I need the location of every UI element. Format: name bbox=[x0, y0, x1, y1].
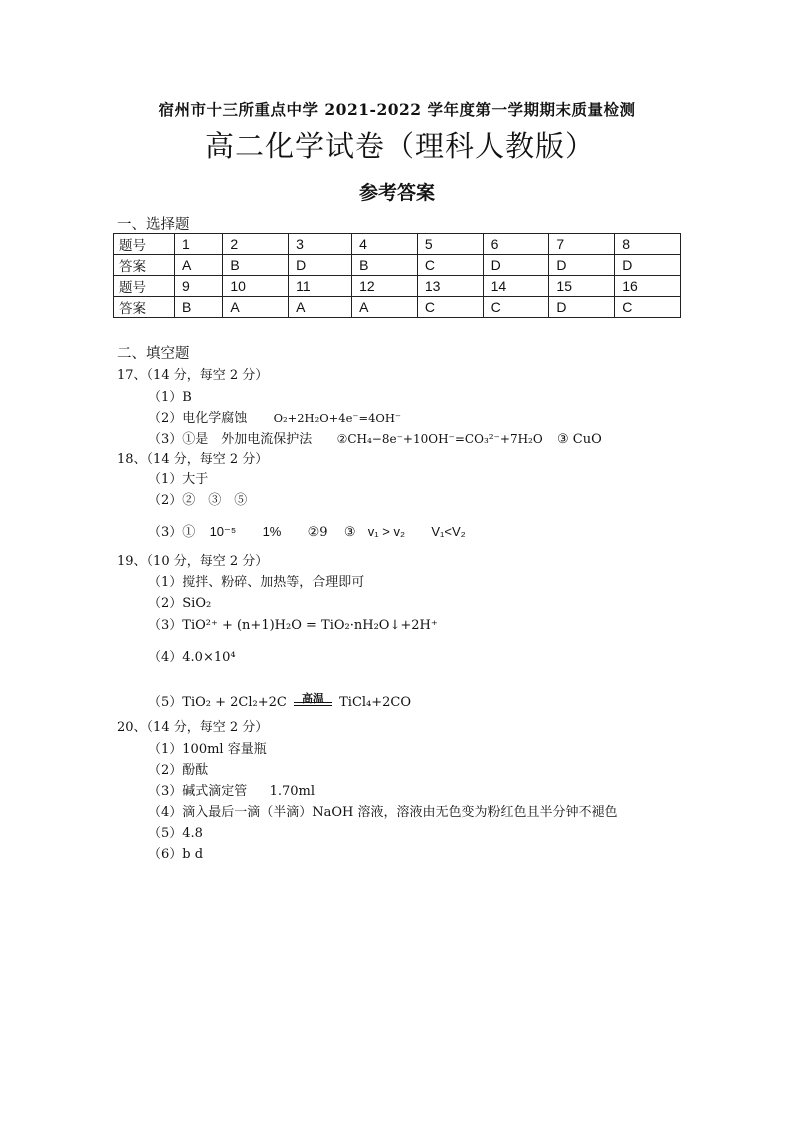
q17-answer-3 bbox=[148, 428, 602, 447]
q19-answer-2: （2）SiO₂ bbox=[148, 596, 212, 611]
q17-answer-2-equation: O₂+2H₂O+4e⁻=4OH⁻ bbox=[273, 411, 401, 425]
answer-table-cell: B bbox=[175, 297, 223, 318]
q18-answer-1: （1）大于 bbox=[148, 472, 209, 487]
q18-answer-3-value2: 1% bbox=[262, 524, 282, 539]
school-exam-line: 宿州市十三所重点中学 2021-2022 学年度第一学期期末质量检测 bbox=[158, 100, 636, 119]
q18-answer-3-label: （3）① bbox=[148, 525, 196, 540]
answer-table-cell: A bbox=[352, 297, 418, 318]
answer-table-cell: D bbox=[615, 255, 681, 276]
q18-answer-3-value4: ③ bbox=[343, 525, 356, 540]
q18-answer-3 bbox=[148, 521, 466, 540]
page-subtitle: 参考答案 bbox=[358, 182, 435, 204]
q20-answer-3-label: （3）碱式滴定管 bbox=[148, 784, 248, 799]
q19-answer-4: （4）4.0×10⁴ bbox=[148, 650, 236, 665]
q20-answer-6: （6）b d bbox=[148, 847, 204, 862]
answer-table-cell: 7 bbox=[549, 234, 615, 255]
answer-table-row-header: 答案 bbox=[114, 255, 175, 276]
q18-answer-3-value5: v₁ > v₂ bbox=[367, 524, 406, 539]
q17-answer-3-part1: （3）①是 外加电流保护法 bbox=[148, 432, 313, 447]
answer-table-row bbox=[114, 234, 681, 255]
answer-table-row bbox=[114, 276, 681, 297]
answer-table-row bbox=[114, 297, 681, 318]
answer-table-cell: D bbox=[549, 297, 615, 318]
q17-answer-2-label: （2）电化学腐蚀 bbox=[148, 411, 248, 426]
answer-table-cell: 11 bbox=[289, 276, 352, 297]
q18-answer-2: （2）② ③ ⑤ bbox=[148, 493, 248, 508]
q19-answer-3: （3）TiO²⁺ + (n+1)H₂O = TiO₂·nH₂O↓+2H⁺ bbox=[148, 618, 438, 633]
answer-table-cell: 9 bbox=[175, 276, 223, 297]
q20-answer-1: （1）100ml 容量瓶 bbox=[148, 742, 267, 757]
answer-table-row bbox=[114, 255, 681, 276]
q18-answer-3-value1: 10⁻⁵ bbox=[209, 524, 237, 539]
answer-table-cell: 14 bbox=[483, 276, 549, 297]
answer-table-row-header: 题号 bbox=[114, 276, 175, 297]
q17-heading: 17、（14 分，每空 2 分） bbox=[117, 368, 269, 383]
answer-table-cell: C bbox=[417, 255, 483, 276]
answer-table-row-header: 答案 bbox=[114, 297, 175, 318]
answer-table-cell: C bbox=[483, 297, 549, 318]
answer-table-cell: 15 bbox=[549, 276, 615, 297]
answer-table-cell: 3 bbox=[289, 234, 352, 255]
q19-answer-5-products: TiCl₄+2CO bbox=[339, 695, 412, 710]
q20-heading: 20、（14 分，每空 2 分） bbox=[117, 720, 269, 735]
answer-table-cell: 16 bbox=[615, 276, 681, 297]
answer-table-cell: C bbox=[417, 297, 483, 318]
q18-heading: 18、（14 分，每空 2 分） bbox=[117, 452, 269, 467]
q17-answer-3-part3: ③ CuO bbox=[556, 432, 602, 447]
q20-answer-3-value: 1.70ml bbox=[269, 784, 315, 799]
answer-table-cell: 1 bbox=[175, 234, 223, 255]
answer-table-cell: B bbox=[223, 255, 289, 276]
q19-answer-1: （1）搅拌、粉碎、加热等，合理即可 bbox=[148, 575, 365, 590]
answer-table-cell: 6 bbox=[483, 234, 549, 255]
page-title: 高二化学试卷（理科人教版） bbox=[205, 129, 596, 163]
answer-table-cell: A bbox=[289, 297, 352, 318]
q17-answer-2 bbox=[148, 407, 401, 426]
q18-answer-3-value6: V₁<V₂ bbox=[431, 524, 466, 539]
q17-answer-3-part2: ②CH₄−8e⁻+10OH⁻=CO₃²⁻+7H₂O bbox=[336, 432, 543, 446]
answer-table-cell: D bbox=[289, 255, 352, 276]
q17-answer-1: （1）B bbox=[148, 390, 192, 405]
q18-answer-3-value3: ②9 bbox=[307, 525, 328, 540]
answer-table bbox=[113, 233, 681, 318]
answer-table-cell: A bbox=[175, 255, 223, 276]
answer-table-row-header: 题号 bbox=[114, 234, 175, 255]
section-multiple-choice-heading: 一、选择题 bbox=[117, 217, 190, 233]
answer-table-cell: 2 bbox=[223, 234, 289, 255]
answer-table-cell: 5 bbox=[417, 234, 483, 255]
q20-answer-3 bbox=[148, 780, 315, 799]
answer-table-cell: 13 bbox=[417, 276, 483, 297]
q19-answer-5 bbox=[148, 691, 411, 710]
answer-table-cell: 10 bbox=[223, 276, 289, 297]
q19-answer-5-reactants: （5）TiO₂ + 2Cl₂+2C bbox=[148, 695, 287, 710]
q20-answer-4: （4）滴入最后一滴（半滴）NaOH 溶液，溶液由无色变为粉红色且半分钟不褪色 bbox=[148, 805, 618, 820]
section-fill-blank-heading: 二、填空题 bbox=[117, 346, 190, 362]
answer-table-cell: B bbox=[352, 255, 418, 276]
reaction-condition: 高温 bbox=[301, 692, 324, 705]
answer-table-cell: D bbox=[549, 255, 615, 276]
answer-table-cell: C bbox=[615, 297, 681, 318]
q20-answer-5: （5）4.8 bbox=[148, 826, 203, 841]
answer-table-cell: 8 bbox=[615, 234, 681, 255]
q20-answer-2: （2）酚酞 bbox=[148, 763, 209, 778]
answer-table-cell: A bbox=[223, 297, 289, 318]
answer-table-cell: 4 bbox=[352, 234, 418, 255]
answer-table-cell: D bbox=[483, 255, 549, 276]
q19-heading: 19、（10 分，每空 2 分） bbox=[117, 554, 269, 569]
answer-table-cell: 12 bbox=[352, 276, 418, 297]
